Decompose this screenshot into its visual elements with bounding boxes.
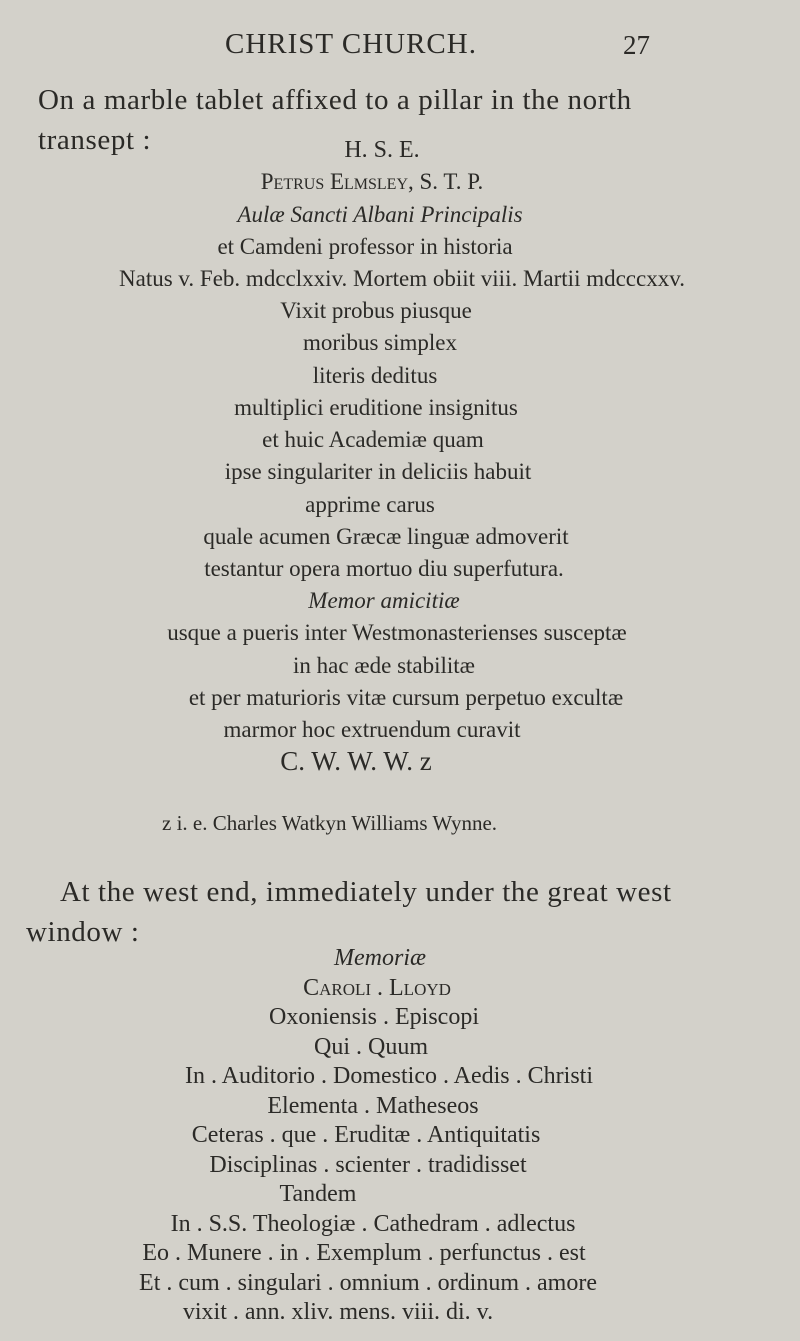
- section1-intro-line2: transept :: [38, 124, 152, 156]
- inscription-line: in hac æde stabilitæ: [292, 653, 476, 678]
- running-title: CHRIST CHURCH.: [225, 28, 477, 60]
- inscription-line: Oxoniensis . Episcopi: [269, 1004, 479, 1030]
- inscription-line: literis deditus: [312, 363, 438, 388]
- inscription-line: Ceteras . que . Eruditæ . Antiquitatis: [191, 1122, 541, 1148]
- inscription-line: apprime carus: [305, 492, 435, 517]
- inscription-line: et per maturioris vitæ cursum perpetuo excultæ: [188, 685, 624, 710]
- inscription-line: testantur opera mortuo diu superfutura.: [204, 556, 564, 581]
- inscription-line: multiplici eruditione insignitus: [234, 395, 518, 420]
- inscription-line: Vixit probus piusque: [280, 298, 472, 323]
- inscription-line: Petrus Elmsley, S. T. P.: [260, 169, 484, 194]
- footnote: z i. e. Charles Watkyn Williams Wynne.: [162, 811, 498, 835]
- running-head: [0, 28, 800, 68]
- inscription-line: moribus simplex: [303, 330, 457, 355]
- inscription-line: usque a pueris inter Westmonasterienses susceptæ: [167, 620, 627, 645]
- inscription-line: Qui . Quum: [314, 1033, 428, 1060]
- page-number: 27: [623, 30, 650, 60]
- inscription-line: et Camdeni professor in historia: [217, 234, 513, 259]
- inscription-line: In . S.S. Theologiæ . Cathedram . adlectus: [170, 1210, 576, 1237]
- inscription-line: H. S. E.: [344, 137, 420, 163]
- inscription-line: Elementa . Matheseos: [267, 1092, 479, 1119]
- inscription-line: Memor amicitiæ: [308, 588, 460, 613]
- section2-intro-line1: At the west end, immediately under the great west: [60, 876, 672, 908]
- inscription-line: Disciplinas . scienter . tradidisset: [209, 1151, 527, 1178]
- inscription-line: quale acumen Græcæ linguæ admoverit: [203, 524, 569, 549]
- inscription-line: et huic Academiæ quam: [262, 427, 484, 452]
- inscription-line: C. W. W. W. z: [280, 746, 432, 776]
- inscription-line: In . Auditorio . Domestico . Aedis . Christi: [185, 1063, 593, 1089]
- inscription-line: Et . cum . singulari . omnium . ordinum . amore: [139, 1269, 597, 1296]
- inscription-line: ipse singulariter in deliciis habuit: [224, 459, 532, 484]
- section2-intro-line2: window :: [26, 916, 140, 948]
- inscription-line: Tandem: [279, 1181, 357, 1207]
- inscription-line: Eo . Munere . in . Exemplum . perfunctus . est: [142, 1240, 586, 1266]
- section1-intro-line1: On a marble tablet affixed to a pillar in the north: [38, 84, 632, 116]
- inscription-line: marmor hoc extruendum curavit: [223, 717, 521, 742]
- inscription-line: Caroli . Lloyd: [303, 974, 451, 1001]
- inscription-line: Aulæ Sancti Albani Principalis: [237, 202, 523, 227]
- inscription-line: Memoriæ: [334, 945, 426, 971]
- inscription-line: Natus v. Feb. mdcclxxiv. Mortem obiit viii. Martii mdcccxxv.: [119, 266, 685, 291]
- inscription-line: vixit . ann. xliv. mens. viii. di. v.: [182, 1299, 494, 1325]
